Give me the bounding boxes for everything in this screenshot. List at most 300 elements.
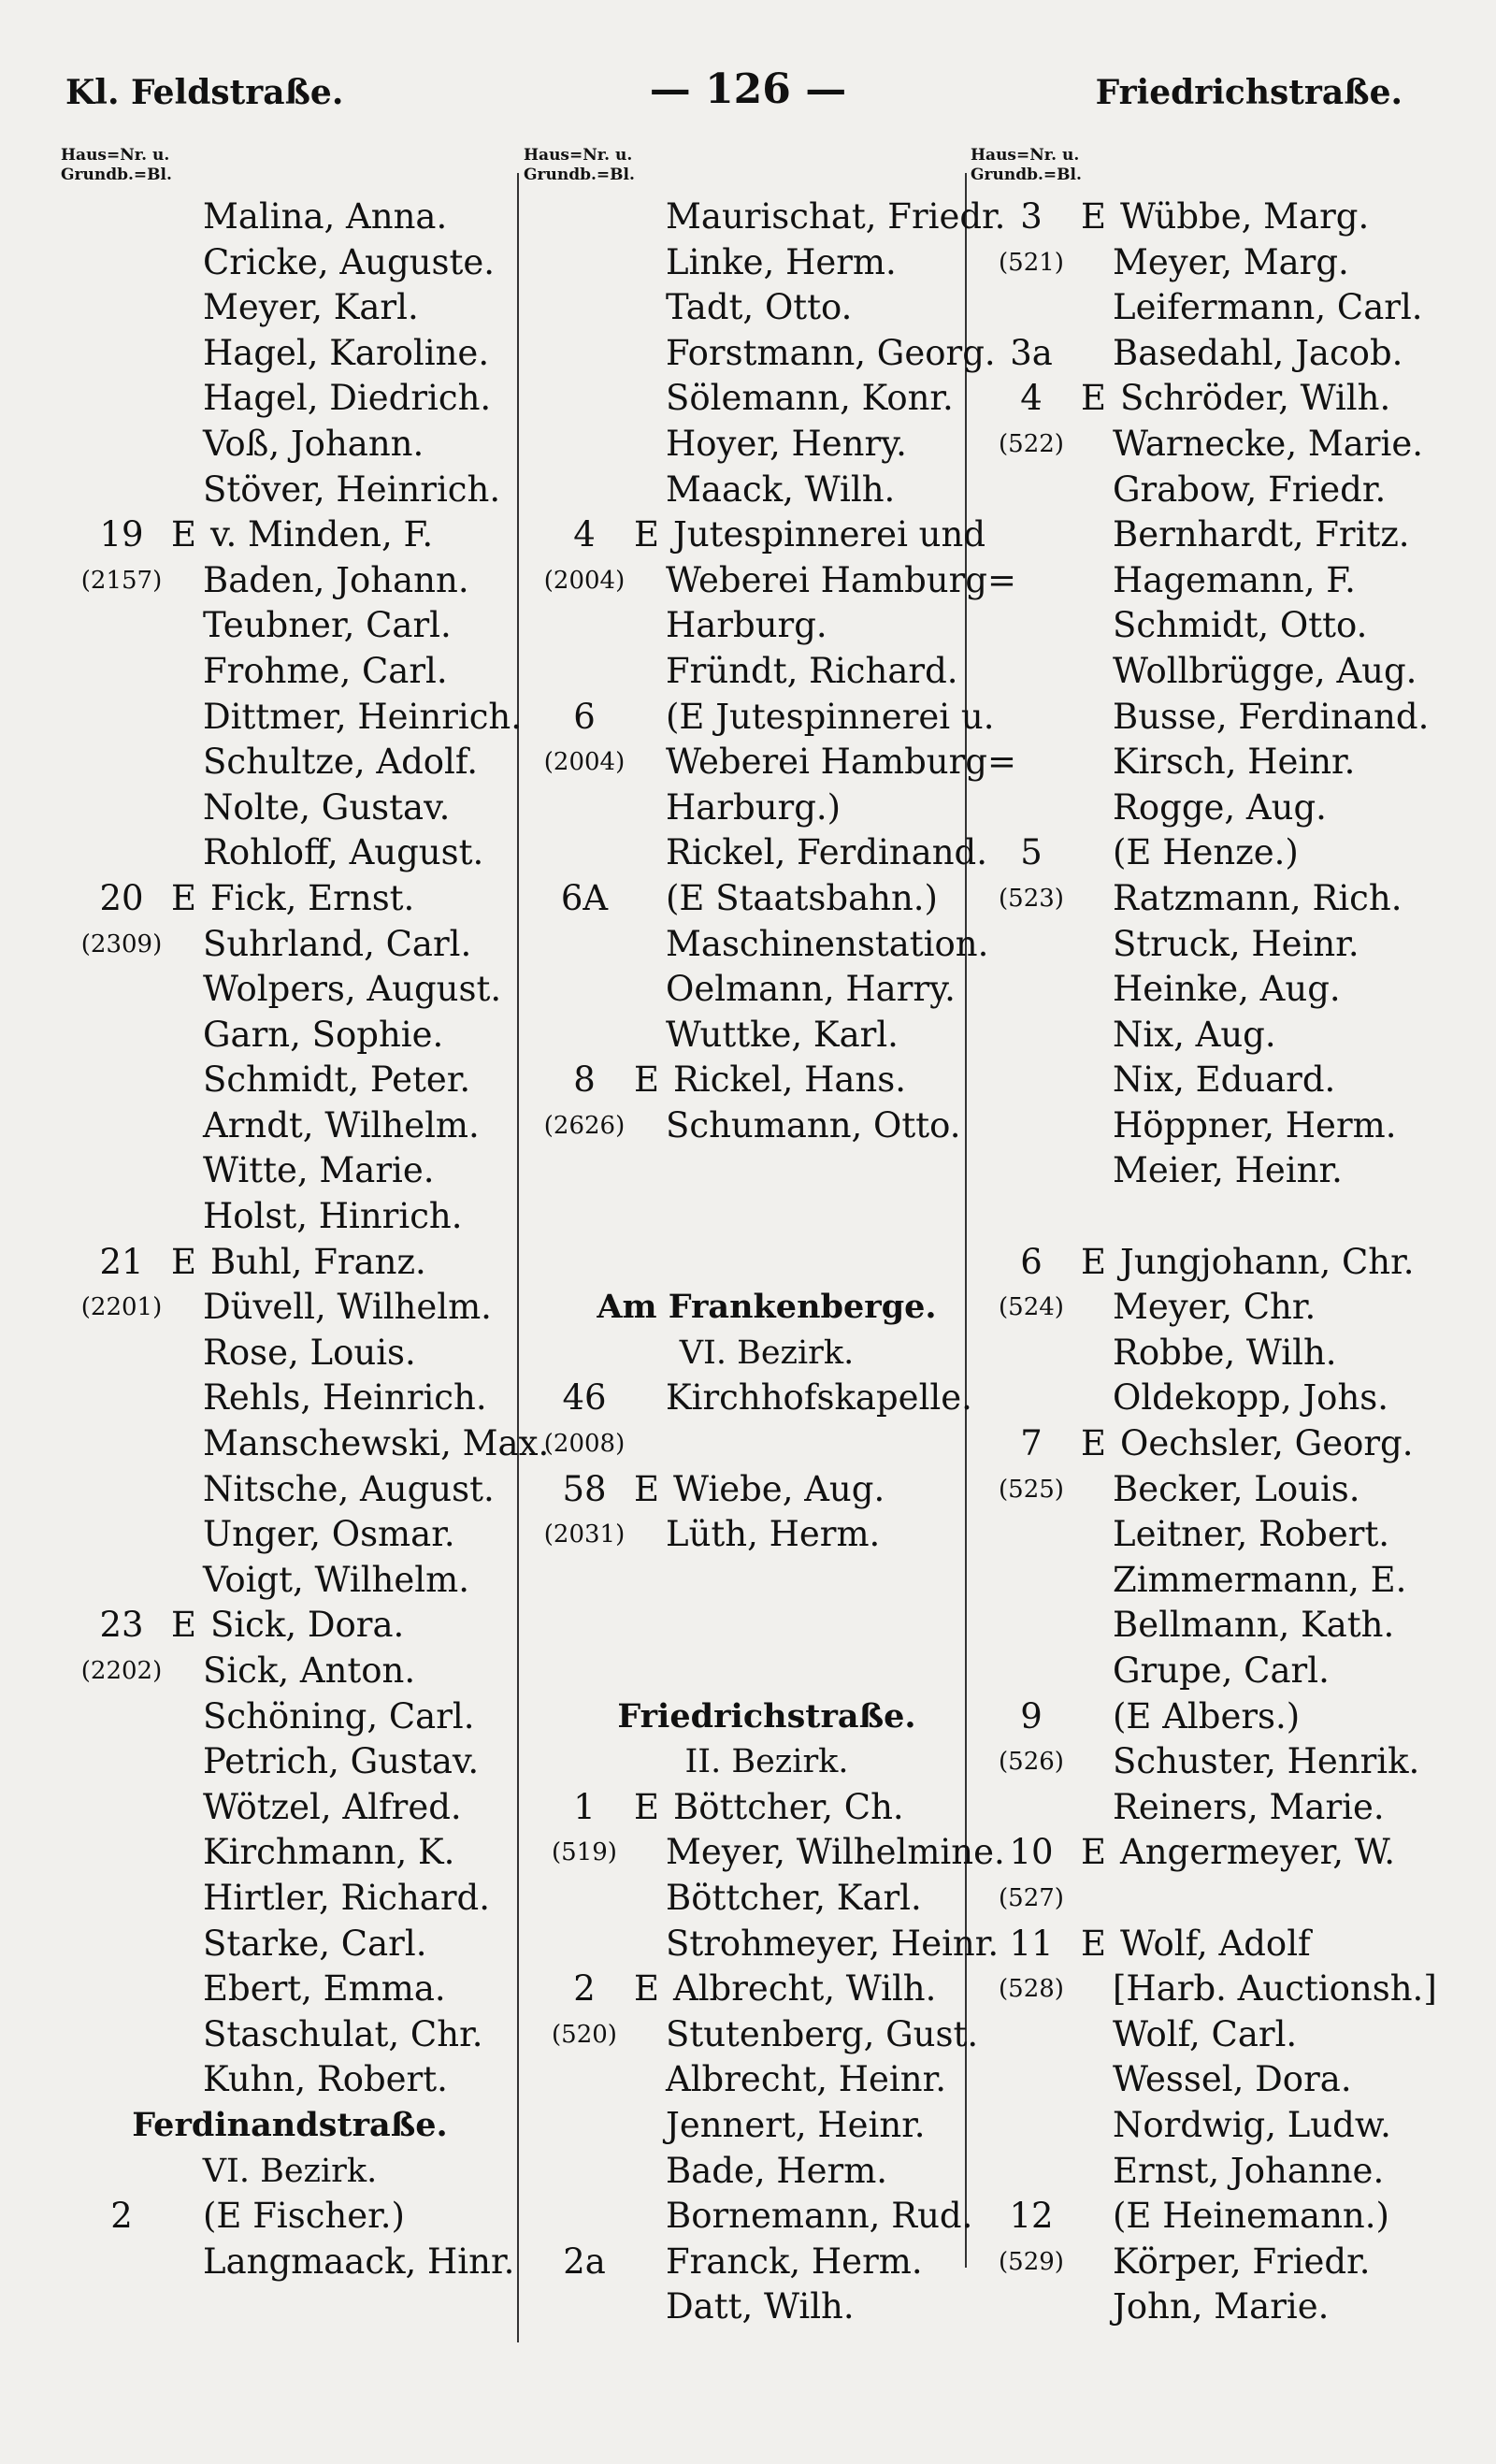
resident-name: Zimmermann, E. — [1113, 1559, 1407, 1600]
resident-name: Böttcher, Ch. — [673, 1786, 904, 1827]
directory-entry — [61, 1240, 519, 1286]
directory-entry — [971, 1876, 1457, 1922]
directory-entry — [524, 1421, 1010, 1467]
resident-name: Hagel, Diedrich. — [203, 378, 492, 419]
directory-entry — [61, 1421, 550, 1467]
resident-name: Petrich, Gustav. — [203, 1741, 480, 1782]
house-number: 4 — [1020, 378, 1043, 419]
resident-name: Langmaack, Hinr. — [203, 2241, 515, 2282]
resident-name: Meyer, Karl. — [203, 287, 419, 328]
house-number: 19 — [99, 514, 144, 555]
district-subheading: VI. Bezirk. — [679, 1333, 855, 1372]
directory-entry — [61, 967, 519, 1013]
directory-entry — [971, 1013, 1457, 1059]
owner-flag: E — [634, 1968, 660, 2010]
directory-entry — [61, 468, 519, 513]
resident-name: Basedahl, Jacob. — [1113, 332, 1403, 373]
owner-flag: E — [634, 1468, 660, 1509]
resident-name: Schuster, Henrik. — [1113, 1741, 1420, 1782]
spacer — [524, 1649, 1010, 1694]
house-number: (2626) — [543, 1111, 626, 1140]
directory-entry — [524, 331, 1010, 377]
directory-entry — [524, 2012, 1010, 2058]
directory-entry — [61, 1558, 519, 1604]
directory-entry — [524, 2103, 1010, 2149]
resident-name: Robbe, Wilh. — [1113, 1332, 1337, 1373]
house-number: 8 — [573, 1059, 596, 1101]
directory-entry — [524, 1830, 1010, 1876]
directory-entry — [971, 1467, 1457, 1513]
directory-entry — [524, 1785, 1010, 1831]
directory-entry — [971, 468, 1457, 513]
street-heading: Am Frankenberge. — [597, 1288, 937, 1327]
directory-entry — [524, 922, 1010, 968]
directory-entry — [971, 695, 1457, 741]
directory-entry — [971, 1285, 1457, 1331]
resident-name: Bade, Herm. — [666, 2150, 888, 2191]
spacer — [524, 1194, 1010, 1240]
column-2 — [524, 146, 1016, 2330]
owner-flag: E — [1081, 1241, 1107, 1282]
directory-entry — [971, 1649, 1457, 1694]
resident-name: Grabow, Friedr. — [1113, 468, 1387, 510]
directory-entry — [61, 876, 519, 922]
resident-name: Frohme, Carl. — [203, 650, 448, 691]
house-number: 2 — [110, 2196, 133, 2237]
resident-name: Kirsch, Heinr. — [1113, 742, 1356, 783]
resident-name: Arndt, Wilhelm. — [203, 1104, 480, 1146]
directory-entry — [971, 1103, 1457, 1149]
directory-entry — [524, 285, 1010, 331]
resident-name: Starke, Carl. — [203, 1923, 427, 1964]
spacer — [524, 1240, 1010, 1286]
house-number: (527) — [999, 1883, 1064, 1912]
resident-name: Bellmann, Kath. — [1113, 1605, 1395, 1646]
column-1 — [61, 146, 550, 2284]
house-number: (2202) — [80, 1657, 163, 1685]
directory-entry — [524, 376, 1010, 422]
directory-entry — [524, 195, 1010, 240]
directory-entry — [61, 240, 519, 286]
resident-name: Nolte, Gustav. — [203, 786, 451, 828]
resident-name: Lüth, Herm. — [666, 1514, 881, 1555]
resident-name: Meier, Heinr. — [1113, 1150, 1343, 1191]
house-number: 11 — [1009, 1923, 1054, 1964]
column-3-heading: Haus=Nr. u. Grundb.=Bl. — [971, 146, 1082, 184]
resident-name: Sölemann, Konr. — [666, 378, 954, 419]
house-number: 10 — [1009, 1832, 1054, 1873]
resident-name: Forstmann, Georg. — [666, 332, 996, 373]
directory-entry — [61, 1739, 519, 1785]
directory-entry — [61, 1512, 519, 1558]
resident-name: Rickel, Hans. — [673, 1059, 906, 1101]
resident-name: Ratzmann, Rich. — [1113, 877, 1402, 918]
directory-entry — [61, 1376, 519, 1421]
resident-name: Schumann, Otto. — [666, 1104, 961, 1146]
house-number: (522) — [999, 429, 1064, 458]
directory-entry — [971, 2240, 1457, 2285]
resident-name: Ebert, Emma. — [203, 1968, 446, 2010]
resident-name: Weberei Hamburg= — [666, 559, 1016, 600]
directory-entry — [971, 2012, 1457, 2058]
resident-name: Grupe, Carl. — [1113, 1650, 1330, 1691]
directory-entry — [524, 2240, 1010, 2285]
resident-name: Ernst, Johanne. — [1113, 2150, 1385, 2191]
resident-name: Oldekopp, Johs. — [1113, 1377, 1389, 1419]
directory-entry — [524, 468, 1010, 513]
directory-entry — [61, 1103, 519, 1149]
house-number: 6A — [560, 877, 609, 918]
resident-name: Stutenberg, Gust. — [666, 2013, 979, 2054]
owner-flag: E — [634, 1786, 660, 1827]
resident-name: Strohmeyer, Heinr. — [666, 1923, 1000, 1964]
resident-name: Harburg.) — [666, 786, 842, 828]
resident-name: Oechsler, Georg. — [1120, 1423, 1414, 1464]
directory-entry — [971, 285, 1457, 331]
resident-name: Jutespinnerei und — [673, 514, 986, 555]
resident-name: Meyer, Marg. — [1113, 241, 1349, 282]
directory-entry — [971, 376, 1457, 422]
resident-name: Nix, Eduard. — [1113, 1059, 1336, 1101]
house-number: 3a — [1010, 332, 1053, 373]
resident-name: Warnecke, Marie. — [1113, 423, 1423, 464]
house-number: (2004) — [543, 748, 626, 777]
directory-entry — [971, 1058, 1457, 1103]
resident-name: Heinke, Aug. — [1113, 969, 1341, 1010]
directory-entry — [61, 1785, 519, 1831]
resident-name: Cricke, Auguste. — [203, 241, 495, 282]
resident-name: Wessel, Dora. — [1113, 2059, 1352, 2100]
directory-entry — [971, 1331, 1457, 1376]
resident-name: Wollbrügge, Aug. — [1113, 650, 1417, 691]
resident-name: Wolf, Adolf — [1120, 1923, 1311, 1964]
directory-entry — [971, 512, 1457, 558]
owner-flag: E — [1081, 1923, 1107, 1964]
resident-name: Franck, Herm. — [666, 2241, 923, 2282]
resident-name: Rose, Louis. — [203, 1332, 416, 1373]
resident-name: Voß, Johann. — [203, 423, 424, 464]
resident-name: Körper, Friedr. — [1113, 2241, 1371, 2282]
directory-entry — [61, 740, 519, 785]
directory-entry — [524, 1103, 1010, 1149]
directory-entry — [971, 603, 1457, 649]
directory-entry — [524, 1922, 1010, 1967]
resident-name: Stöver, Heinrich. — [203, 468, 501, 510]
owner-flag: E — [171, 1241, 197, 1282]
house-number: 21 — [99, 1241, 144, 1282]
directory-entry — [524, 2284, 1010, 2330]
resident-name: Garn, Sophie. — [203, 1014, 444, 1055]
resident-name: Wötzel, Alfred. — [203, 1786, 462, 1827]
directory-entry — [61, 1830, 519, 1876]
running-head-right: Friedrichstraße. — [1095, 73, 1402, 112]
resident-name: Nitsche, August. — [203, 1468, 495, 1509]
resident-name: Bernhardt, Fritz. — [1113, 514, 1410, 555]
resident-name: Leifermann, Carl. — [1113, 287, 1423, 328]
house-number: (520) — [552, 2020, 617, 2049]
house-number: (2157) — [80, 566, 163, 595]
directory-entry — [971, 195, 1457, 240]
resident-name: Busse, Ferdinand. — [1113, 696, 1430, 737]
directory-entry — [524, 2057, 1010, 2103]
directory-entry — [971, 2194, 1457, 2240]
directory-entry — [971, 422, 1457, 468]
directory-entry — [524, 558, 1016, 604]
resident-name: (E Henze.) — [1113, 832, 1299, 873]
directory-entry — [971, 1830, 1457, 1876]
house-number: 6 — [1020, 1241, 1043, 1282]
resident-name: Wuttke, Karl. — [666, 1014, 899, 1055]
resident-name: Suhrland, Carl. — [203, 923, 472, 964]
street-heading: Friedrichstraße. — [617, 1696, 916, 1736]
directory-entry — [524, 512, 1010, 558]
directory-entry — [524, 1058, 1010, 1103]
house-number: (2004) — [543, 566, 626, 595]
resident-name: Kuhn, Robert. — [203, 2059, 448, 2100]
directory-entry — [971, 1148, 1457, 1194]
owner-flag: E — [171, 1605, 197, 1646]
directory-entry — [524, 967, 1010, 1013]
directory-entry — [971, 967, 1457, 1013]
directory-entry — [971, 240, 1457, 286]
owner-flag: E — [634, 514, 660, 555]
directory-entry — [61, 649, 519, 695]
resident-name: Böttcher, Karl. — [666, 1877, 922, 1918]
owner-flag: E — [171, 877, 197, 918]
resident-name: Oelmann, Harry. — [666, 969, 956, 1010]
directory-entry — [61, 1649, 519, 1694]
resident-name: Maack, Wilh. — [666, 468, 896, 510]
resident-name: Rehls, Heinrich. — [203, 1377, 487, 1419]
directory-entry — [61, 1467, 519, 1513]
owner-flag: E — [634, 1059, 660, 1101]
directory-entry — [61, 785, 519, 831]
resident-name: (E Staatsbahn.) — [666, 877, 938, 918]
house-number: (525) — [999, 1475, 1064, 1504]
resident-name: Holst, Hinrich. — [203, 1196, 463, 1237]
directory-entry — [971, 740, 1457, 785]
spacer — [971, 1194, 1457, 1240]
directory-entry — [61, 1603, 519, 1649]
directory-entry — [61, 1967, 519, 2012]
resident-name: Fründt, Richard. — [666, 650, 958, 691]
resident-name: Staschulat, Chr. — [203, 2013, 483, 2054]
resident-name: Nix, Aug. — [1113, 1014, 1276, 1055]
house-number: 2a — [563, 2241, 606, 2282]
house-number: 46 — [562, 1377, 607, 1419]
directory-entry — [971, 1739, 1457, 1785]
directory-entry — [61, 512, 519, 558]
resident-name: Wiebe, Aug. — [673, 1468, 885, 1509]
column-1-heading: Haus=Nr. u. Grundb.=Bl. — [61, 146, 172, 184]
resident-name: Meyer, Chr. — [1113, 1287, 1316, 1328]
directory-entry — [971, 1694, 1457, 1740]
resident-name: Malina, Anna. — [203, 196, 448, 237]
resident-name: Fick, Ernst. — [210, 877, 415, 918]
house-number: 7 — [1020, 1423, 1043, 1464]
resident-name: Höppner, Herm. — [1113, 1104, 1397, 1146]
directory-entry — [524, 740, 1016, 785]
directory-entry — [971, 785, 1457, 831]
owner-flag: E — [1081, 1423, 1107, 1464]
house-number: (2031) — [543, 1520, 626, 1549]
directory-entry — [524, 240, 1010, 286]
resident-name: Schultze, Adolf. — [203, 742, 478, 783]
resident-name: Witte, Marie. — [203, 1150, 435, 1191]
house-number: (519) — [552, 1838, 617, 1867]
directory-entry — [61, 830, 519, 876]
resident-name: Dittmer, Heinrich. — [203, 696, 523, 737]
district-subheading: II. Bezirk. — [684, 1743, 849, 1781]
resident-name: Albrecht, Wilh. — [673, 1968, 937, 2010]
resident-name: Maurischat, Friedr. — [666, 196, 1006, 237]
directory-entry — [524, 876, 1010, 922]
directory-entry — [971, 1376, 1457, 1421]
resident-name: Tadt, Otto. — [666, 287, 853, 328]
directory-entry — [524, 1376, 1010, 1421]
directory-entry — [524, 2194, 1010, 2240]
directory-entry — [971, 649, 1457, 695]
directory-entry — [971, 331, 1457, 377]
resident-name: Sick, Anton. — [203, 1650, 416, 1691]
resident-name: Struck, Heinr. — [1113, 923, 1359, 964]
directory-entry — [524, 603, 1010, 649]
house-number: 1 — [573, 1786, 596, 1827]
directory-entry — [61, 1331, 519, 1376]
resident-name: Schmidt, Otto. — [1113, 605, 1368, 646]
resident-name: (E Heinemann.) — [1113, 2196, 1389, 2237]
resident-name: Düvell, Wilhelm. — [203, 1287, 492, 1328]
resident-name: Wübbe, Marg. — [1120, 196, 1370, 237]
directory-entry — [971, 2284, 1457, 2330]
directory-entry — [971, 1785, 1457, 1831]
directory-entry — [61, 2240, 519, 2285]
resident-name: Nordwig, Ludw. — [1113, 2104, 1391, 2145]
house-number: 3 — [1020, 196, 1043, 237]
resident-name: v. Minden, F. — [210, 514, 434, 555]
resident-name: Weberei Hamburg= — [666, 742, 1016, 783]
directory-entry — [971, 558, 1457, 604]
directory-entry — [524, 2149, 1010, 2195]
directory-entry — [61, 285, 519, 331]
house-number: 6 — [573, 696, 596, 737]
directory-entry — [971, 1967, 1457, 2012]
directory-entry — [971, 1421, 1457, 1467]
directory-entry — [61, 331, 519, 377]
resident-name: Schmidt, Peter. — [203, 1059, 471, 1101]
resident-name: Meyer, Wilhelmine. — [666, 1832, 1005, 1873]
house-number: (524) — [999, 1293, 1064, 1322]
directory-entry — [61, 1058, 519, 1103]
resident-name: Kirchhofskapelle. — [666, 1377, 972, 1419]
house-number: 23 — [99, 1605, 144, 1646]
directory-entry — [971, 1512, 1457, 1558]
directory-entry — [61, 376, 519, 422]
resident-name: Wolf, Carl. — [1113, 2013, 1298, 2054]
page-number: — 126 — — [649, 65, 847, 113]
owner-flag: E — [171, 514, 197, 555]
directory-entry — [524, 785, 1010, 831]
directory-entry — [971, 2057, 1457, 2103]
house-number: (526) — [999, 1748, 1064, 1777]
directory-entry — [971, 876, 1457, 922]
resident-name: Jungjohann, Chr. — [1120, 1241, 1415, 1282]
resident-name: Schöning, Carl. — [203, 1695, 475, 1736]
resident-name: Datt, Wilh. — [666, 2286, 855, 2327]
spacer — [524, 1603, 1010, 1649]
directory-entry — [61, 1876, 519, 1922]
resident-name: Rogge, Aug. — [1113, 786, 1327, 828]
resident-name: Maschinenstation. — [666, 923, 989, 964]
resident-name: Becker, Louis. — [1113, 1468, 1360, 1509]
house-number: (528) — [999, 1975, 1064, 2004]
directory-entry — [524, 1512, 1010, 1558]
directory-entry — [61, 1922, 519, 1967]
resident-name: Rickel, Ferdinand. — [666, 832, 988, 873]
directory-entry — [61, 1285, 519, 1331]
resident-name: (E Jutespinnerei u. — [666, 696, 995, 737]
directory-entry — [61, 1694, 519, 1740]
resident-name: Unger, Osmar. — [203, 1514, 455, 1555]
directory-entry — [61, 603, 519, 649]
house-number: 12 — [1009, 2196, 1054, 2237]
house-number: (529) — [999, 2247, 1064, 2276]
resident-name: Schröder, Wilh. — [1120, 378, 1391, 419]
directory-entry — [971, 2149, 1457, 2195]
resident-name: Leitner, Robert. — [1113, 1514, 1390, 1555]
directory-entry — [61, 558, 519, 604]
resident-name: Hagel, Karoline. — [203, 332, 490, 373]
district-subheading: VI. Bezirk. — [202, 2152, 378, 2190]
house-number: 58 — [562, 1468, 607, 1509]
resident-name: Sick, Dora. — [210, 1605, 405, 1646]
resident-name: Albrecht, Heinr. — [666, 2059, 946, 2100]
house-number: 2 — [573, 1968, 596, 2010]
resident-name: Manschewski, Max. — [203, 1423, 550, 1464]
owner-flag: E — [1081, 378, 1107, 419]
directory-entry — [524, 695, 1010, 741]
resident-name: Linke, Herm. — [666, 241, 897, 282]
spacer — [524, 1558, 1010, 1604]
resident-name: Teubner, Carl. — [203, 605, 452, 646]
resident-name: Jennert, Heinr. — [666, 2104, 926, 2145]
house-number: 4 — [573, 514, 596, 555]
directory-entry — [524, 830, 1010, 876]
house-number: (2309) — [80, 929, 163, 958]
spacer — [524, 1148, 1010, 1194]
running-head-left: Kl. Feldstraße. — [65, 73, 344, 112]
directory-entry — [61, 2012, 519, 2058]
resident-name: Wolpers, August. — [203, 969, 502, 1010]
resident-name: Hoyer, Henry. — [666, 423, 907, 464]
resident-name: [Harb. Auctionsh.] — [1113, 1968, 1437, 2010]
house-number: (2008) — [543, 1430, 626, 1459]
column-2-heading: Haus=Nr. u. Grundb.=Bl. — [524, 146, 635, 184]
resident-name: Hagemann, F. — [1113, 559, 1356, 600]
directory-entry — [971, 922, 1457, 968]
resident-name: Hirtler, Richard. — [203, 1877, 490, 1918]
directory-entry — [971, 1922, 1457, 1967]
directory-entry — [61, 695, 523, 741]
resident-name: John, Marie. — [1113, 2286, 1330, 2327]
house-number: 5 — [1020, 832, 1043, 873]
house-number: 9 — [1020, 1695, 1043, 1736]
directory-entry — [61, 1148, 519, 1194]
directory-entry — [524, 1967, 1010, 2012]
directory-entry — [61, 195, 519, 240]
directory-entry — [971, 1558, 1457, 1604]
directory-entry — [61, 1194, 519, 1240]
